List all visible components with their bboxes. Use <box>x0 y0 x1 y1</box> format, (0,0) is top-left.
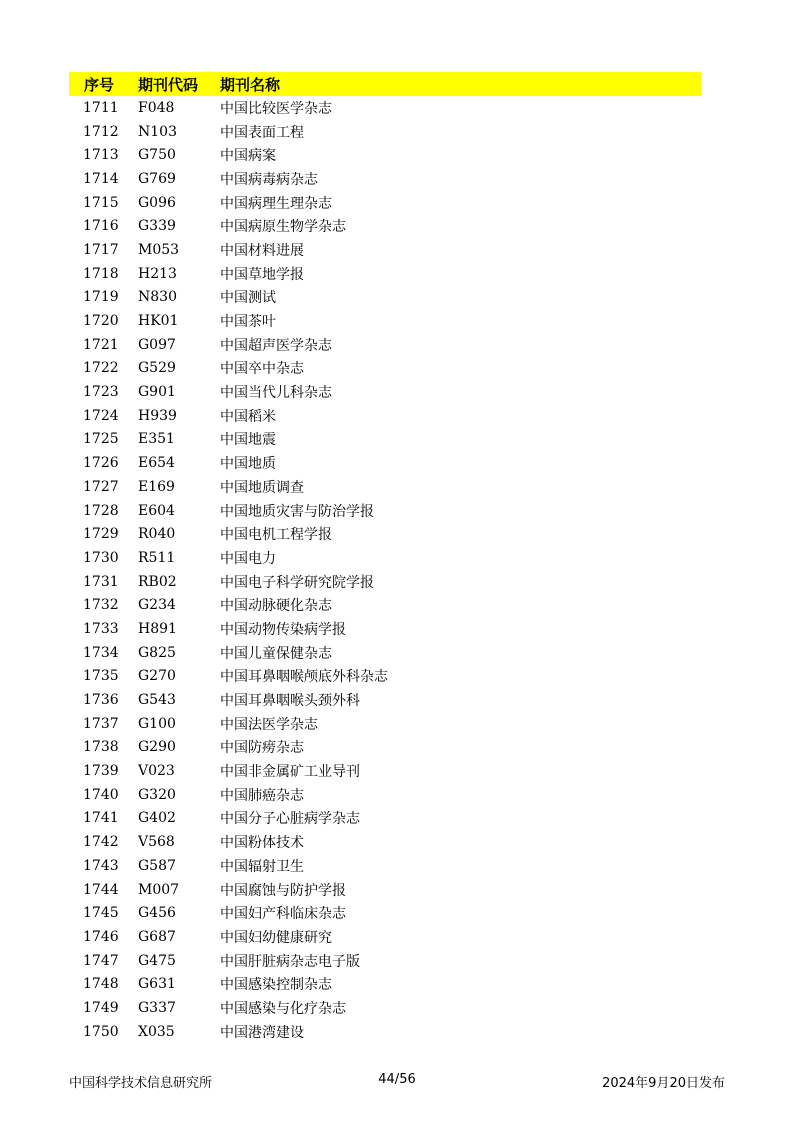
row-name: 中国超声医学杂志 <box>220 337 332 354</box>
row-seq: 1713 <box>83 147 119 164</box>
table-row <box>69 854 701 878</box>
table-row <box>69 309 701 333</box>
row-name: 中国肺癌杂志 <box>220 787 304 804</box>
row-seq: 1727 <box>83 478 119 495</box>
row-code: E169 <box>138 478 175 495</box>
row-name: 中国粉体技术 <box>220 835 304 852</box>
row-seq: 1723 <box>83 384 119 401</box>
row-name: 中国草地学报 <box>220 266 304 283</box>
row-seq: 1724 <box>83 407 119 424</box>
row-name: 中国卒中杂志 <box>220 361 304 378</box>
row-name: 中国非金属矿工业导刊 <box>220 764 360 781</box>
row-code: G631 <box>138 976 176 993</box>
table-header <box>69 72 701 96</box>
row-seq: 1726 <box>83 455 119 472</box>
row-name: 中国电机工程学报 <box>220 527 332 544</box>
row-seq: 1744 <box>83 881 119 898</box>
table-row <box>69 1020 701 1044</box>
row-code: R040 <box>138 526 176 543</box>
row-seq: 1741 <box>83 810 119 827</box>
table-row <box>69 499 701 523</box>
row-seq: 1728 <box>83 502 119 519</box>
footer-page-number: 44/56 <box>378 1072 416 1087</box>
row-code: H891 <box>138 620 177 637</box>
table-row <box>69 996 701 1020</box>
row-seq: 1730 <box>83 549 119 566</box>
row-name: 中国比较医学杂志 <box>220 100 332 117</box>
row-code: X035 <box>138 1023 175 1040</box>
table-row <box>69 522 701 546</box>
row-code: HK01 <box>138 313 179 330</box>
row-code: G096 <box>138 194 176 211</box>
row-code: G270 <box>138 668 176 685</box>
row-name: 中国港湾建设 <box>220 1024 304 1041</box>
row-code: M007 <box>138 881 180 898</box>
row-name: 中国肝脏病杂志电子版 <box>220 953 360 970</box>
row-code: G750 <box>138 147 176 164</box>
row-name: 中国动脉硬化杂志 <box>220 598 332 615</box>
row-name: 中国分子心脏病学杂志 <box>220 811 360 828</box>
row-seq: 1747 <box>83 952 119 969</box>
row-code: N830 <box>138 289 177 306</box>
row-name: 中国法医学杂志 <box>220 716 318 733</box>
row-name: 中国茶叶 <box>220 314 276 331</box>
row-code: G097 <box>138 336 176 353</box>
row-code: G320 <box>138 786 176 803</box>
row-seq: 1720 <box>83 313 119 330</box>
row-name: 中国耳鼻咽喉颅底外科杂志 <box>220 669 388 686</box>
row-seq: 1746 <box>83 928 119 945</box>
row-seq: 1719 <box>83 289 119 306</box>
row-name: 中国妇产科临床杂志 <box>220 906 346 923</box>
row-seq: 1739 <box>83 763 119 780</box>
row-name: 中国感染与化疗杂志 <box>220 1000 346 1017</box>
row-code: G234 <box>138 597 176 614</box>
row-name: 中国辐射卫生 <box>220 858 304 875</box>
table-row <box>69 736 701 760</box>
table-row <box>69 120 701 144</box>
row-seq: 1715 <box>83 194 119 211</box>
row-seq: 1729 <box>83 526 119 543</box>
row-seq: 1735 <box>83 668 119 685</box>
table-row <box>69 617 701 641</box>
table-row <box>69 972 701 996</box>
table-row <box>69 451 701 475</box>
row-code: V023 <box>138 763 175 780</box>
row-name: 中国病原生物学杂志 <box>220 219 346 236</box>
header-seq: 序号 <box>84 75 115 94</box>
row-code: G543 <box>138 692 176 709</box>
row-name: 中国地质 <box>220 456 276 473</box>
row-name: 中国材料进展 <box>220 242 304 259</box>
row-code: V568 <box>138 834 175 851</box>
table-row <box>69 641 701 665</box>
row-name: 中国病毒病杂志 <box>220 171 318 188</box>
row-code: G901 <box>138 384 176 401</box>
table-row <box>69 807 701 831</box>
row-name: 中国地震 <box>220 432 276 449</box>
table-row <box>69 262 701 286</box>
row-name: 中国感染控制杂志 <box>220 977 332 994</box>
row-seq: 1748 <box>83 976 119 993</box>
table-row <box>69 901 701 925</box>
row-name: 中国病案 <box>220 148 276 165</box>
row-name: 中国电子科学研究院学报 <box>220 574 374 591</box>
row-name: 中国防痨杂志 <box>220 740 304 757</box>
row-seq: 1740 <box>83 786 119 803</box>
row-name: 中国测试 <box>220 290 276 307</box>
row-code: E604 <box>138 502 175 519</box>
row-seq: 1717 <box>83 241 119 258</box>
row-seq: 1712 <box>83 123 119 140</box>
row-seq: 1749 <box>83 999 119 1016</box>
row-name: 中国表面工程 <box>220 124 304 141</box>
header-code: 期刊代码 <box>138 75 199 94</box>
table-row <box>69 759 701 783</box>
row-name: 中国腐蚀与防护学报 <box>220 882 346 899</box>
table-row <box>69 286 701 310</box>
table-row <box>69 712 701 736</box>
page-footer <box>69 1072 725 1092</box>
row-code: N103 <box>138 123 177 140</box>
row-name: 中国稻米 <box>220 408 276 425</box>
row-name: 中国当代儿科杂志 <box>220 385 332 402</box>
row-name: 中国地质灾害与防治学报 <box>220 503 374 520</box>
table-row <box>69 357 701 381</box>
table-row <box>69 333 701 357</box>
row-code: G825 <box>138 644 176 661</box>
table-row <box>69 191 701 215</box>
table-row <box>69 238 701 262</box>
row-seq: 1742 <box>83 834 119 851</box>
table-row <box>69 214 701 238</box>
row-seq: 1732 <box>83 597 119 614</box>
row-seq: 1716 <box>83 218 119 235</box>
row-seq: 1722 <box>83 360 119 377</box>
table-row <box>69 546 701 570</box>
row-code: H213 <box>138 265 177 282</box>
row-code: F048 <box>138 99 175 116</box>
row-seq: 1733 <box>83 620 119 637</box>
row-code: G529 <box>138 360 176 377</box>
row-code: G687 <box>138 928 176 945</box>
table-row <box>69 783 701 807</box>
table-row <box>69 593 701 617</box>
table-row <box>69 688 701 712</box>
row-seq: 1738 <box>83 739 119 756</box>
row-code: G337 <box>138 999 176 1016</box>
row-seq: 1734 <box>83 644 119 661</box>
row-code: R511 <box>138 549 176 566</box>
row-seq: 1737 <box>83 715 119 732</box>
row-seq: 1725 <box>83 431 119 448</box>
row-seq: 1731 <box>83 573 119 590</box>
row-name: 中国妇幼健康研究 <box>220 929 332 946</box>
row-name: 中国儿童保健杂志 <box>220 645 332 662</box>
row-code: G475 <box>138 952 176 969</box>
row-code: G339 <box>138 218 176 235</box>
row-seq: 1750 <box>83 1023 119 1040</box>
table-row <box>69 428 701 452</box>
row-seq: 1711 <box>83 99 119 116</box>
row-seq: 1743 <box>83 857 119 874</box>
row-name: 中国耳鼻咽喉头颈外科 <box>220 693 360 710</box>
table-row <box>69 949 701 973</box>
row-code: G100 <box>138 715 176 732</box>
row-seq: 1736 <box>83 692 119 709</box>
row-code: H939 <box>138 407 177 424</box>
row-code: E351 <box>138 431 175 448</box>
table-row <box>69 570 701 594</box>
table-row <box>69 96 701 120</box>
table-row <box>69 830 701 854</box>
row-code: M053 <box>138 241 180 258</box>
table-row <box>69 925 701 949</box>
table-row <box>69 167 701 191</box>
row-name: 中国地质调查 <box>220 479 304 496</box>
row-code: E654 <box>138 455 175 472</box>
row-name: 中国电力 <box>220 550 276 567</box>
row-code: G290 <box>138 739 176 756</box>
table-row <box>69 475 701 499</box>
row-name: 中国病理生理杂志 <box>220 195 332 212</box>
table-body <box>69 96 701 1044</box>
row-code: RB02 <box>138 573 177 590</box>
row-seq: 1718 <box>83 265 119 282</box>
table-row <box>69 878 701 902</box>
table-row <box>69 380 701 404</box>
table-row <box>69 404 701 428</box>
row-code: G769 <box>138 170 176 187</box>
row-seq: 1721 <box>83 336 119 353</box>
row-name: 中国动物传染病学报 <box>220 621 346 638</box>
row-code: G402 <box>138 810 176 827</box>
table-row <box>69 143 701 167</box>
header-name: 期刊名称 <box>220 75 281 94</box>
table-row <box>69 665 701 689</box>
journal-table <box>69 72 701 1044</box>
footer-publish-date: 2024年9月20日发布 <box>602 1076 725 1091</box>
row-code: G587 <box>138 857 176 874</box>
row-seq: 1745 <box>83 905 119 922</box>
row-seq: 1714 <box>83 170 119 187</box>
row-code: G456 <box>138 905 176 922</box>
footer-institution: 中国科学技术信息研究所 <box>69 1076 213 1091</box>
